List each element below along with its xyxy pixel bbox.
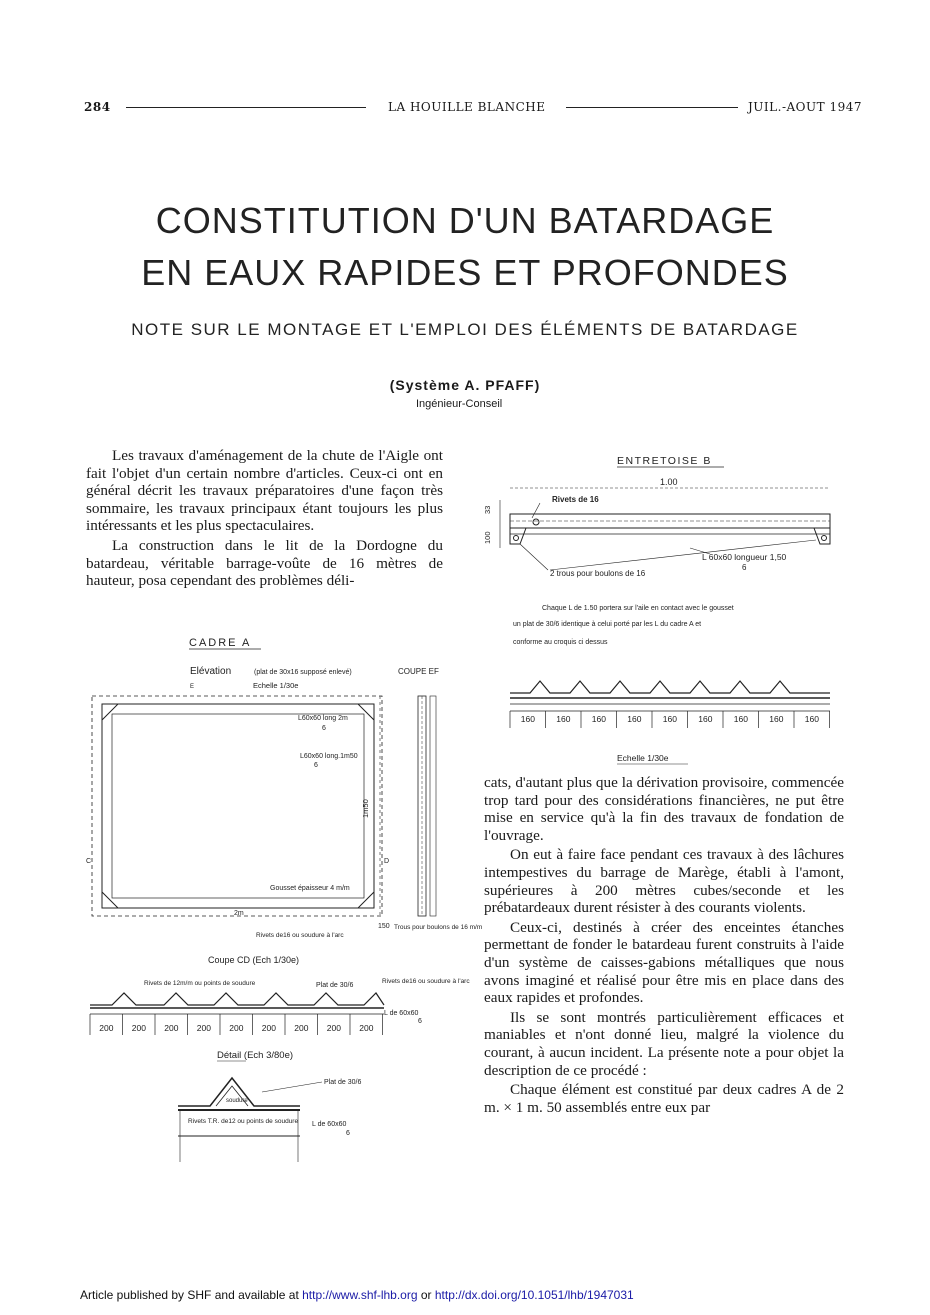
entretoise-dim-33: 33 [483, 505, 492, 514]
article-subtitle: NOTE SUR LE MONTAGE ET L'EMPLOI DES ÉLÉMENTS DE BATARDAGE [131, 320, 799, 339]
cadre-dim-150-right: 150 [378, 923, 390, 930]
detail-soudure: soudure [226, 1098, 248, 1104]
entretoise-dim-label: 160 [698, 714, 713, 724]
issue-date: JUIL.-AOUT 1947 [748, 100, 862, 114]
coupe-cd-title: Coupe CD (Ech 1/30e) [208, 955, 300, 965]
paragraph: cats, d'autant plus que la dérivation provisoire, commencée trop tard pour des considérations financières, ne put être mise en service qu'à la fin des travaux de fondation de l'ouvrage. [484, 774, 844, 844]
paragraph: Ils se sont montrés particulièrement efficaces et maniables et n'ont donné lieu, malgré la violence du courant, à aucun incident. La présente note a pour objet la description de ce procédé : [484, 1008, 844, 1079]
entretoise-note-2: un plat de 30/6 identique à celui porté par les L du cadre A et [513, 621, 702, 628]
entretoise-dim-label: 160 [769, 714, 784, 724]
entretoise-angle-frac: 6 [742, 563, 747, 572]
right-column-text [484, 774, 844, 1116]
author-name: (Système A. PFAFF) [389, 377, 541, 393]
figure-entretoise [480, 448, 850, 773]
figure-coupe-cd [84, 975, 470, 1040]
coupe-cd-dim-label: 200 [164, 1023, 179, 1033]
entretoise-title: ENTRETOISE B [617, 455, 712, 467]
entretoise-note-1: Chaque L de 1.50 portera sur l'aile en contact avec le gousset [542, 605, 734, 612]
paragraph: Ceux-ci, destinés à créer des enceintes étanches permettant de fonder le batardeau furent construits à l'aide d'un système de caisses-gabions métalliques que nous avons imaginé et réalisé pour être mis en place dans des eaux rapides et profondes. [484, 918, 844, 1007]
coupe-cd-dim-label: 200 [359, 1023, 374, 1033]
cadre-angle-2m: L60x60 long 2m [298, 715, 348, 722]
entretoise-dim-100: 100 [483, 531, 492, 544]
detail-angle-frac: 6 [346, 1130, 350, 1137]
entretoise-rivets-label: Rivets de 16 [552, 495, 599, 504]
coupe-cd-plat: Plat de 30/6 [316, 982, 354, 989]
cadre-title: CADRE A [189, 637, 252, 649]
entretoise-dim-total: 1.00 [660, 477, 678, 487]
cadre-dim-2m: 2m [234, 910, 244, 917]
coupe-cd-rivets-left: Rivets de 12m/m ou points de soudure [144, 980, 256, 987]
publication-footer [80, 1288, 634, 1302]
entretoise-dim-label: 160 [662, 714, 677, 724]
article-title-line1: CONSTITUTION D'UN BATARDAGE [155, 200, 775, 241]
detail-title: Détail (Ech 3/80e) [217, 1050, 294, 1061]
coupe-cd-dim-label: 200 [326, 1023, 341, 1033]
journal-name: LA HOUILLE BLANCHE [388, 100, 546, 114]
entretoise-trous-label: 2 trous pour boulons de 16 [550, 569, 646, 578]
header-rule-right [566, 107, 738, 108]
detail-rivets: Rivets T.R. de12 ou points de soudure [188, 1118, 299, 1125]
footer-link-shf[interactable]: http://www.shf-lhb.org [302, 1288, 418, 1302]
left-column-text [86, 447, 443, 590]
cadre-dim-150: 1m50 [361, 799, 370, 818]
cadre-angle-150-frac: 6 [314, 762, 318, 769]
cadre-elevation-note: (plat de 30x16 supposé enlevé) [254, 669, 352, 676]
author-role: Ingénieur-Conseil [416, 398, 503, 410]
entretoise-echelle: Echelle 1/30e [617, 753, 669, 763]
paragraph: Chaque élément est constitué par deux cadres A de 2 m. × 1 m. 50 assemblés entre eux par [484, 1081, 844, 1116]
coupe-cd-dimension-row [90, 1014, 383, 1035]
cadre-elevation-label: Elévation [190, 666, 232, 677]
coupe-cd-rivets-right: Rivets de16 ou soudure à l'arc [382, 978, 470, 985]
coupe-cd-dim-label: 200 [196, 1023, 211, 1033]
cadre-angle-2m-frac: 6 [322, 725, 326, 732]
header-rule-left [126, 107, 366, 108]
entretoise-dim-label: 160 [591, 714, 606, 724]
cadre-letter-d: D [384, 858, 390, 865]
cadre-echelle: Echelle 1/30e [253, 681, 299, 690]
entretoise-dimension-row [510, 711, 830, 728]
paragraph: La construction dans le lit de la Dordogne du batardeau, véritable barrage-voûte de 16 mètres de hauteur, posa cependant des problèmes déli- [86, 536, 443, 590]
coupe-cd-dim-label: 200 [294, 1023, 309, 1033]
detail-plat: Plat de 30/6 [324, 1079, 362, 1086]
detail-angle: L de 60x60 [312, 1121, 347, 1128]
entretoise-dim-label: 160 [627, 714, 642, 724]
entretoise-dim-label: 160 [520, 714, 535, 724]
footer-middle: or [417, 1288, 435, 1302]
cadre-angle-150: L60x60 long.1m50 [300, 753, 358, 760]
cadre-letter-e: E [190, 684, 195, 690]
cadre-trous: Trous pour boulons de 16 m/m [394, 924, 483, 931]
entretoise-dim-label: 160 [556, 714, 571, 724]
cadre-rivets-note: Rivets de16 ou soudure à l'arc [256, 932, 344, 939]
footer-link-doi[interactable]: http://dx.doi.org/10.1051/lhb/1947031 [434, 1288, 634, 1302]
coupe-cd-dim-label: 200 [229, 1023, 244, 1033]
cadre-coupe-ef: COUPE EF [398, 667, 439, 676]
article-title-line2: EN EAUX RAPIDES ET PROFONDES [141, 252, 789, 293]
figure-cadre-a [78, 628, 483, 973]
entretoise-dim-label: 160 [804, 714, 819, 724]
cadre-gousset: Gousset épaisseur 4 m/m [270, 885, 350, 892]
coupe-cd-angle: L de 60x60 [384, 1010, 419, 1017]
coupe-cd-dim-label: 200 [131, 1023, 146, 1033]
page-number: 284 [84, 100, 111, 114]
entretoise-note-3: conforme au croquis ci dessus [513, 639, 608, 646]
cadre-letter-c: C [86, 858, 92, 865]
entretoise-angle-label: L 60x60 longueur 1,50 [702, 552, 787, 562]
coupe-cd-dim-label: 200 [99, 1023, 114, 1033]
footer-prefix: Article published by SHF and available at [80, 1288, 303, 1302]
coupe-cd-dim-label: 200 [261, 1023, 276, 1033]
coupe-cd-angle-frac: 6 [418, 1018, 422, 1025]
figure-detail [160, 1042, 420, 1172]
entretoise-dim-label: 160 [733, 714, 748, 724]
paragraph: On eut à faire face pendant ces travaux à des lâchures intempestives du barrage de Marège, établi à l'amont, supérieures à 200 mètres cubes/seconde et les prébatardeaux durent résister à des courants violents. [484, 846, 844, 917]
paragraph: Les travaux d'aménagement de la chute de l'Aigle ont fait l'objet d'un certain nombre d'articles. Ceux-ci ont en général décrit les travaux préparatoires d'une façon très sommaire, les travaux principaux étant toujours les plus intéressants et les plus spectaculaires. [86, 447, 443, 535]
